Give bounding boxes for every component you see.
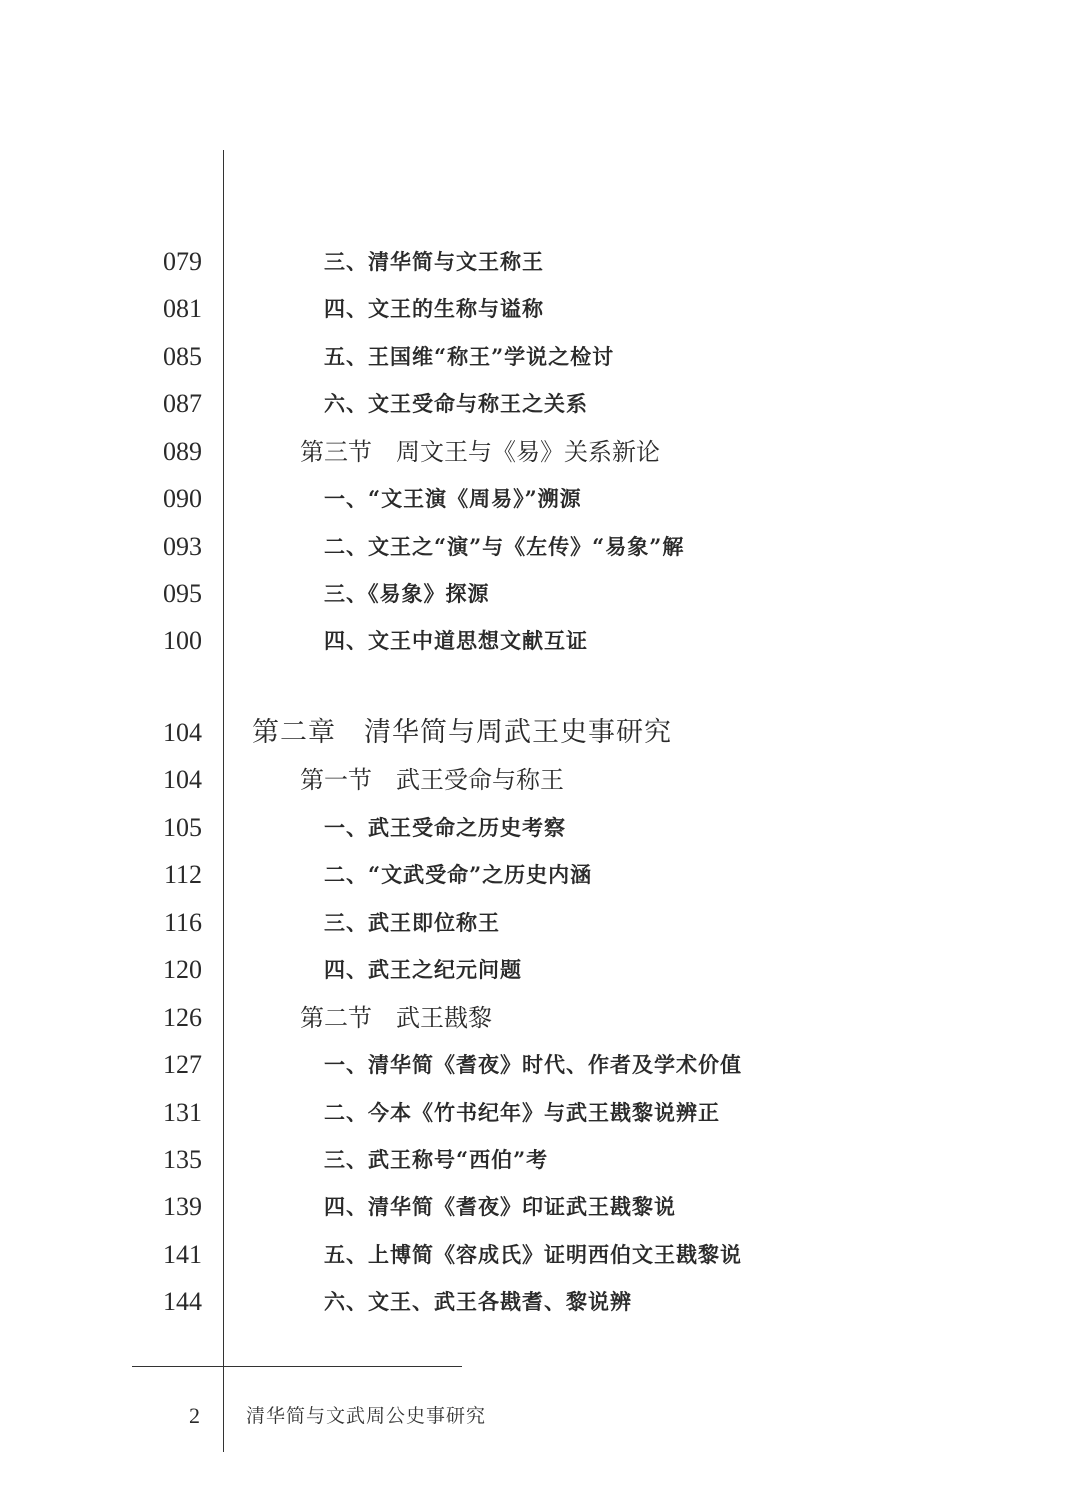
toc-page-number: 089 <box>163 437 202 466</box>
toc-title: 第二章 清华简与周武王史事研究 <box>252 717 672 748</box>
toc-title: 四、文王中道思想文献互证 <box>324 628 588 653</box>
toc-entry <box>0 1093 1080 1133</box>
toc-page-number: 127 <box>163 1050 202 1079</box>
toc-title: 一、武王受命之历史考察 <box>324 815 566 840</box>
toc-title: 第三节 周文王与《易》关系新论 <box>300 438 660 466</box>
toc-entry <box>0 384 1080 424</box>
toc-entry <box>0 855 1080 895</box>
toc-entry <box>0 242 1080 282</box>
toc-page-number: 126 <box>163 1003 202 1032</box>
toc-title: 四、武王之纪元问题 <box>324 957 522 982</box>
toc-page-number: 112 <box>163 860 202 889</box>
toc-entry <box>0 903 1080 943</box>
toc-title: 六、文王受命与称王之关系 <box>324 391 588 416</box>
toc-page-number: 104 <box>163 765 202 794</box>
toc-page-number: 116 <box>163 908 202 937</box>
toc-page-number: 095 <box>163 579 202 608</box>
toc-entry <box>0 479 1080 519</box>
toc-title: 一、清华简《耆夜》时代、作者及学术价值 <box>324 1052 742 1077</box>
toc-page-number: 085 <box>163 342 202 371</box>
toc-entry <box>0 950 1080 990</box>
toc-entry <box>0 808 1080 848</box>
toc-entry <box>0 1235 1080 1275</box>
toc-title: 一、“文王演《周易》”溯源 <box>324 486 582 511</box>
toc-page-number: 090 <box>163 484 202 513</box>
toc-title: 三、武王称号“西伯”考 <box>324 1147 549 1172</box>
footer-book-title: 清华简与文武周公史事研究 <box>246 1405 487 1427</box>
toc-page-number: 120 <box>163 955 202 984</box>
toc-entry <box>0 713 1080 753</box>
toc-page-number: 093 <box>163 532 202 561</box>
toc-page-number: 081 <box>163 294 202 323</box>
toc-title: 二、“文武受命”之历史内涵 <box>324 862 593 887</box>
toc-entry <box>0 1187 1080 1227</box>
footer-page-number: 2 <box>189 1403 200 1428</box>
toc-title: 三、《易象》探源 <box>324 581 490 606</box>
toc-entry <box>0 527 1080 567</box>
toc-title: 六、文王、武王各戡耆、黎说辨 <box>324 1289 632 1314</box>
toc-title: 五、王国维“称王”学说之检讨 <box>324 344 615 369</box>
toc-entry <box>0 760 1080 800</box>
toc-page-number: 144 <box>163 1287 202 1316</box>
toc-page-number: 135 <box>163 1145 202 1174</box>
toc-title: 二、文王之“演”与《左传》“易象”解 <box>324 534 685 559</box>
toc-page-number: 087 <box>163 389 202 418</box>
toc-entry <box>0 1282 1080 1322</box>
toc-title: 第一节 武王受命与称王 <box>300 766 564 794</box>
toc-entry <box>0 1045 1080 1085</box>
toc-page-number: 104 <box>163 718 202 747</box>
toc-title: 三、武王即位称王 <box>324 910 500 935</box>
toc-entry <box>0 289 1080 329</box>
toc-page-number: 139 <box>163 1192 202 1221</box>
toc-title: 四、文王的生称与谥称 <box>324 296 544 321</box>
toc-entry <box>0 432 1080 472</box>
toc-page-number: 105 <box>163 813 202 842</box>
toc-title: 二、今本《竹书纪年》与武王戡黎说辨正 <box>324 1100 720 1125</box>
toc-title: 五、上博简《容成氏》证明西伯文王戡黎说 <box>324 1242 742 1267</box>
toc-entry <box>0 574 1080 614</box>
toc-entry <box>0 337 1080 377</box>
toc-entry <box>0 998 1080 1038</box>
toc-entry <box>0 621 1080 661</box>
toc-page-number: 079 <box>163 247 202 276</box>
toc-page-number: 131 <box>163 1098 202 1127</box>
toc-title: 第二节 武王戡黎 <box>300 1004 492 1032</box>
toc-title: 三、清华简与文王称王 <box>324 249 544 274</box>
toc-entry <box>0 1140 1080 1180</box>
toc-title: 四、清华简《耆夜》印证武王戡黎说 <box>324 1194 676 1219</box>
toc-page-number: 141 <box>163 1240 202 1269</box>
toc-page-number: 100 <box>163 626 202 655</box>
